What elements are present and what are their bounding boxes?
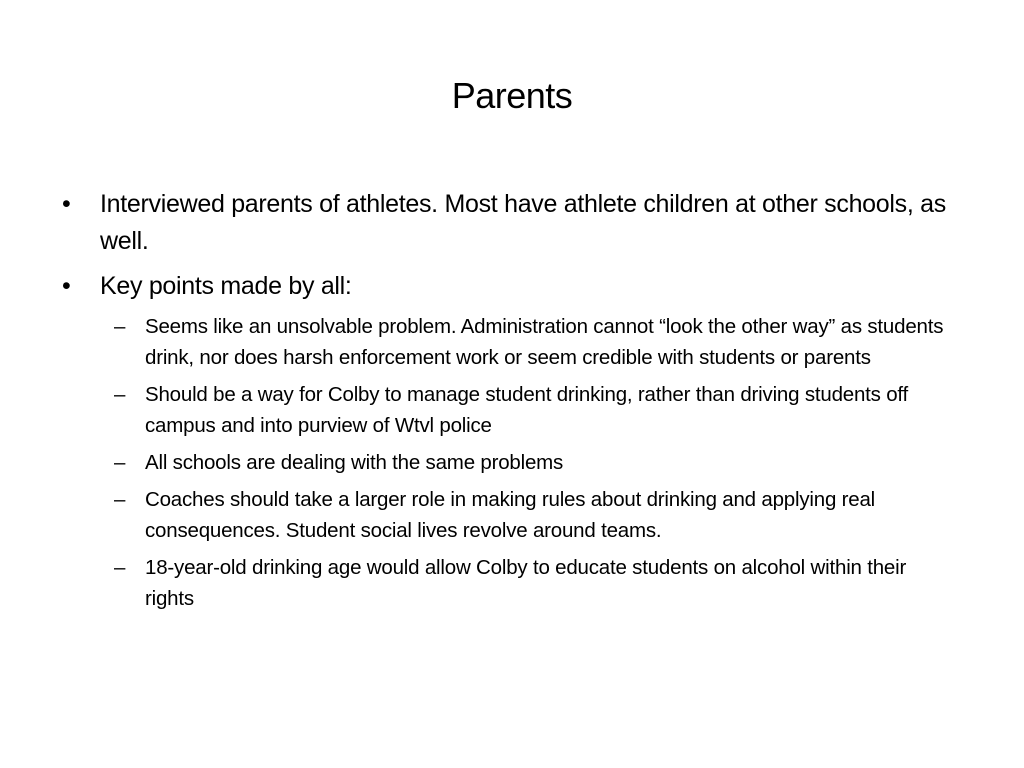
dash-icon: – (114, 383, 126, 406)
bullet-icon: • (62, 190, 71, 218)
slide-title: Parents (451, 75, 573, 116)
sub-bullet-list (62, 311, 982, 614)
sub-bullet-item (62, 447, 945, 478)
dash-icon: – (114, 556, 126, 579)
sub-bullet-text: Should be a way for Colby to manage student drinking, rather than driving students off campus and into purview of Wtvl police (145, 383, 909, 437)
dash-icon: – (114, 488, 126, 511)
sub-bullet-text: Seems like an unsolvable problem. Administration cannot “look the other way” as students drink, nor does harsh enforcement work or seem credible with students or parents (145, 315, 944, 369)
bullet-item (62, 268, 982, 305)
bullet-text: Key points made by all: (100, 272, 352, 300)
sub-bullet-item (62, 484, 945, 546)
sub-bullet-text: Coaches should take a larger role in making rules about drinking and applying real consequences. Student social lives revolve around teams. (145, 488, 876, 542)
sub-bullet-text: All schools are dealing with the same problems (145, 451, 564, 474)
sub-bullet-item (62, 311, 945, 373)
sub-bullet-item (62, 552, 945, 614)
sub-bullet-text: 18-year-old drinking age would allow Colby to educate students on alcohol within their rights (145, 556, 907, 610)
dash-icon: – (114, 315, 126, 338)
bullet-item (62, 186, 982, 260)
dash-icon: – (114, 451, 126, 474)
sub-bullet-item (62, 379, 945, 441)
bullet-icon: • (62, 272, 71, 300)
bullet-text: Interviewed parents of athletes. Most have athlete children at other schools, as well. (100, 190, 946, 255)
slide-body (62, 186, 982, 620)
